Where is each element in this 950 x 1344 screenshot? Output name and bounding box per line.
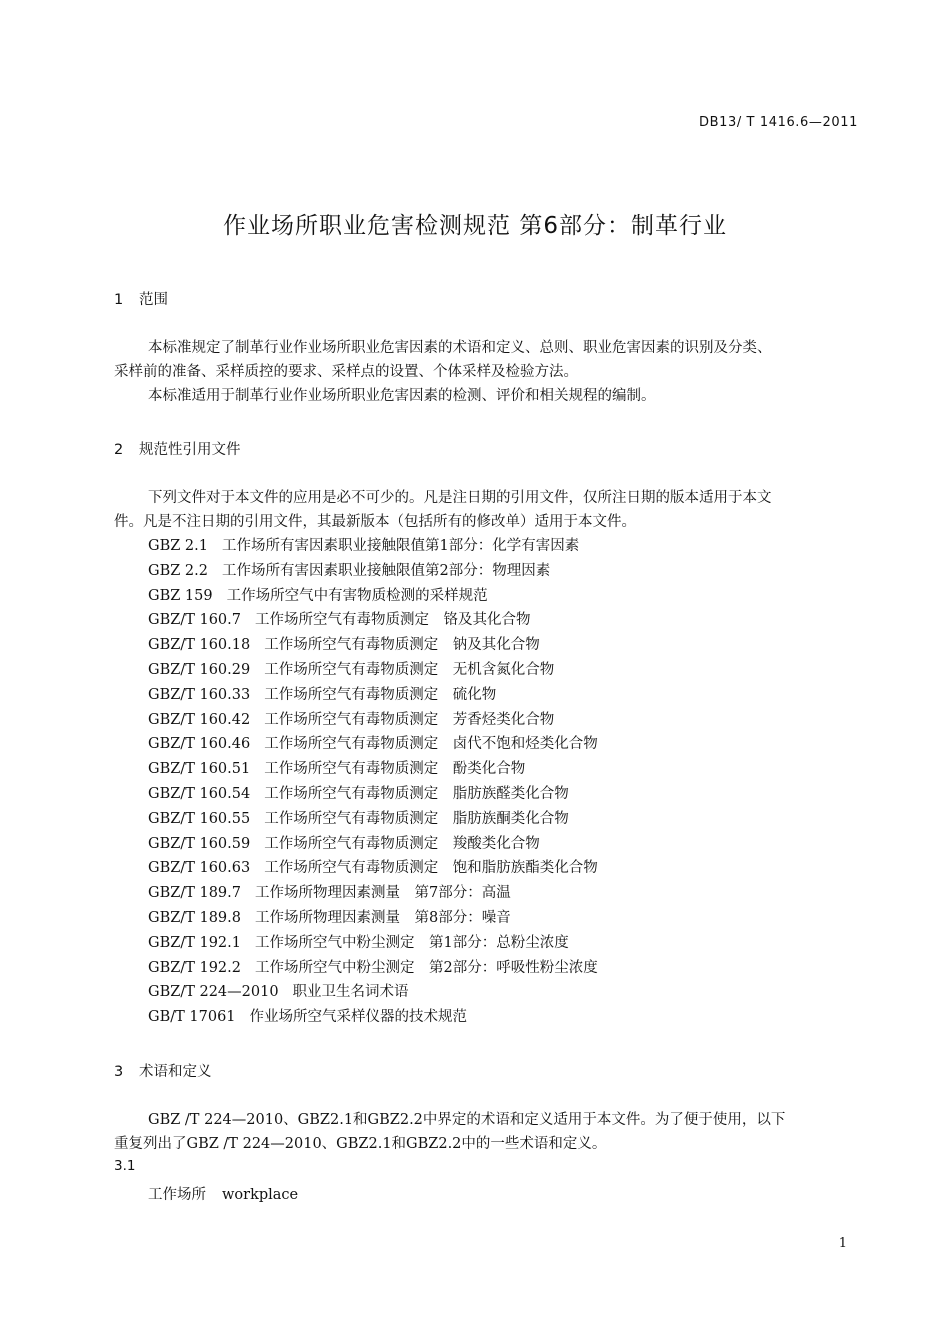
normative-reference-list <box>148 534 598 1030</box>
reference-code: GB/T 17061 <box>148 1009 236 1026</box>
document-title: 作业场所职业危害检测规范 第6部分：制革行业 <box>223 213 727 239</box>
reference-item <box>148 832 598 857</box>
reference-item <box>148 956 598 981</box>
reference-code: GBZ/T 160.46 <box>148 736 251 753</box>
reference-item <box>148 881 598 906</box>
reference-title: 工作场所空气中有害物质检测的采样规范 <box>226 587 488 604</box>
section-1-title: 范围 <box>139 292 168 308</box>
reference-item <box>148 608 598 633</box>
reference-title: 工作场所空气有毒物质测定 酚类化合物 <box>264 761 526 778</box>
refs-intro-line1: 下列文件对于本文件的应用是必不可少的。凡是注日期的引用文件，仅所注日期的版本适用于本文 <box>148 490 772 506</box>
scope-para2: 本标准适用于制革行业作业场所职业危害因素的检测、评价和相关规程的编制。 <box>148 388 656 404</box>
reference-title: 作业场所空气采样仪器的技术规范 <box>249 1009 468 1026</box>
reference-item <box>148 856 598 881</box>
section-3-heading <box>114 1060 212 1081</box>
reference-item <box>148 559 598 584</box>
reference-code: GBZ/T 160.55 <box>148 810 251 827</box>
section-1-number: 1 <box>114 292 124 308</box>
scope-para1-line2: 采样前的准备、采样质控的要求、采样点的设置、个体采样及检验方法。 <box>114 364 578 380</box>
reference-title: 工作场所空气有毒物质测定 硫化物 <box>264 686 497 703</box>
reference-code: GBZ 2.2 <box>148 562 208 579</box>
reference-item <box>148 980 598 1005</box>
scope-paragraph-1 <box>114 336 860 384</box>
reference-code: GBZ/T 160.7 <box>148 612 241 629</box>
refs-intro-line2: 件。凡是不注日期的引用文件，其最新版本（包括所有的修改单）适用于本文件。 <box>114 514 636 530</box>
reference-code: GBZ/T 192.1 <box>148 934 241 951</box>
reference-title: 工作场所空气有毒物质测定 无机含氮化合物 <box>264 661 555 678</box>
term-english: workplace <box>222 1187 299 1203</box>
reference-item <box>148 931 598 956</box>
reference-code: GBZ/T 160.63 <box>148 860 251 877</box>
reference-code: GBZ/T 160.51 <box>148 761 251 778</box>
reference-code: GBZ 2.1 <box>148 538 208 554</box>
reference-item <box>148 807 598 832</box>
terms-intro-paragraph <box>114 1108 860 1156</box>
reference-code: GBZ/T 189.8 <box>148 909 241 926</box>
reference-item <box>148 732 598 757</box>
reference-title: 工作场所空气中粉尘测定 第1部分：总粉尘浓度 <box>255 934 569 951</box>
reference-code: GBZ/T 160.54 <box>148 785 251 802</box>
reference-title: 工作场所空气中粉尘测定 第2部分：呼吸性粉尘浓度 <box>255 959 598 976</box>
section-1-heading <box>114 288 168 309</box>
reference-title: 工作场所空气有毒物质测定 脂肪族酮类化合物 <box>264 810 569 827</box>
reference-code: GBZ/T 160.59 <box>148 835 251 852</box>
reference-item <box>148 658 598 683</box>
reference-code: GBZ 159 <box>148 587 213 604</box>
section-2-number: 2 <box>114 442 124 458</box>
refs-intro-paragraph <box>114 486 860 534</box>
reference-title: 工作场所有害因素职业接触限值第1部分：化学有害因素 <box>221 538 580 554</box>
reference-title: 工作场所物理因素测量 第7部分：高温 <box>255 885 511 902</box>
reference-title: 工作场所有害因素职业接触限值第2部分：物理因素 <box>221 562 551 579</box>
section-3-number: 3 <box>114 1064 124 1080</box>
reference-item <box>148 708 598 733</box>
scope-para1-line1: 本标准规定了制革行业作业场所职业危害因素的术语和定义、总则、职业危害因素的识别及分类、 <box>148 340 772 356</box>
reference-title: 工作场所物理因素测量 第8部分：噪音 <box>255 909 511 926</box>
section-3-title: 术语和定义 <box>139 1064 212 1080</box>
reference-code: GBZ/T 160.33 <box>148 686 251 703</box>
standard-code: DB13/ T 1416.6—2011 <box>698 115 858 130</box>
reference-title: 工作场所空气有毒物质测定 饱和脂肪族酯类化合物 <box>264 860 598 877</box>
clause-number: 3.1 <box>114 1158 136 1174</box>
term-chinese: 工作场所 <box>148 1187 206 1203</box>
terms-intro-line1: GBZ /T 224—2010、GBZ2.1和GBZ2.2中界定的术语和定义适用于本文件。为了便于使用，以下 <box>148 1112 786 1128</box>
reference-title: 工作场所空气有毒物质测定 铬及其化合物 <box>255 612 531 629</box>
page-number: 1 <box>838 1236 847 1251</box>
reference-code: GBZ/T 192.2 <box>148 959 241 976</box>
term-entry <box>148 1183 298 1204</box>
reference-item <box>148 906 598 931</box>
reference-item <box>148 782 598 807</box>
reference-code: GBZ/T 189.7 <box>148 885 241 902</box>
reference-title: 工作场所空气有毒物质测定 芳香烃类化合物 <box>264 711 555 728</box>
reference-code: GBZ/T 160.18 <box>148 637 251 654</box>
reference-title: 工作场所空气有毒物质测定 钠及其化合物 <box>264 637 540 654</box>
reference-item <box>148 757 598 782</box>
reference-code: GBZ/T 224—2010 <box>148 984 279 1001</box>
reference-item <box>148 534 598 559</box>
section-2-heading <box>114 438 241 459</box>
reference-title: 工作场所空气有毒物质测定 羧酸类化合物 <box>264 835 540 852</box>
reference-item <box>148 1005 598 1030</box>
reference-code: GBZ/T 160.42 <box>148 711 251 728</box>
reference-title: 职业卫生名词术语 <box>292 984 409 1001</box>
reference-item <box>148 633 598 658</box>
reference-title: 工作场所空气有毒物质测定 脂肪族醛类化合物 <box>264 785 569 802</box>
section-2-title: 规范性引用文件 <box>139 442 241 458</box>
reference-item <box>148 683 598 708</box>
scope-paragraph-2 <box>114 384 860 408</box>
terms-intro-line2: 重复列出了GBZ /T 224—2010、GBZ2.1和GBZ2.2中的一些术语和定义。 <box>114 1136 607 1152</box>
reference-code: GBZ/T 160.29 <box>148 661 251 678</box>
reference-item <box>148 584 598 609</box>
reference-title: 工作场所空气有毒物质测定 卤代不饱和烃类化合物 <box>264 736 598 753</box>
